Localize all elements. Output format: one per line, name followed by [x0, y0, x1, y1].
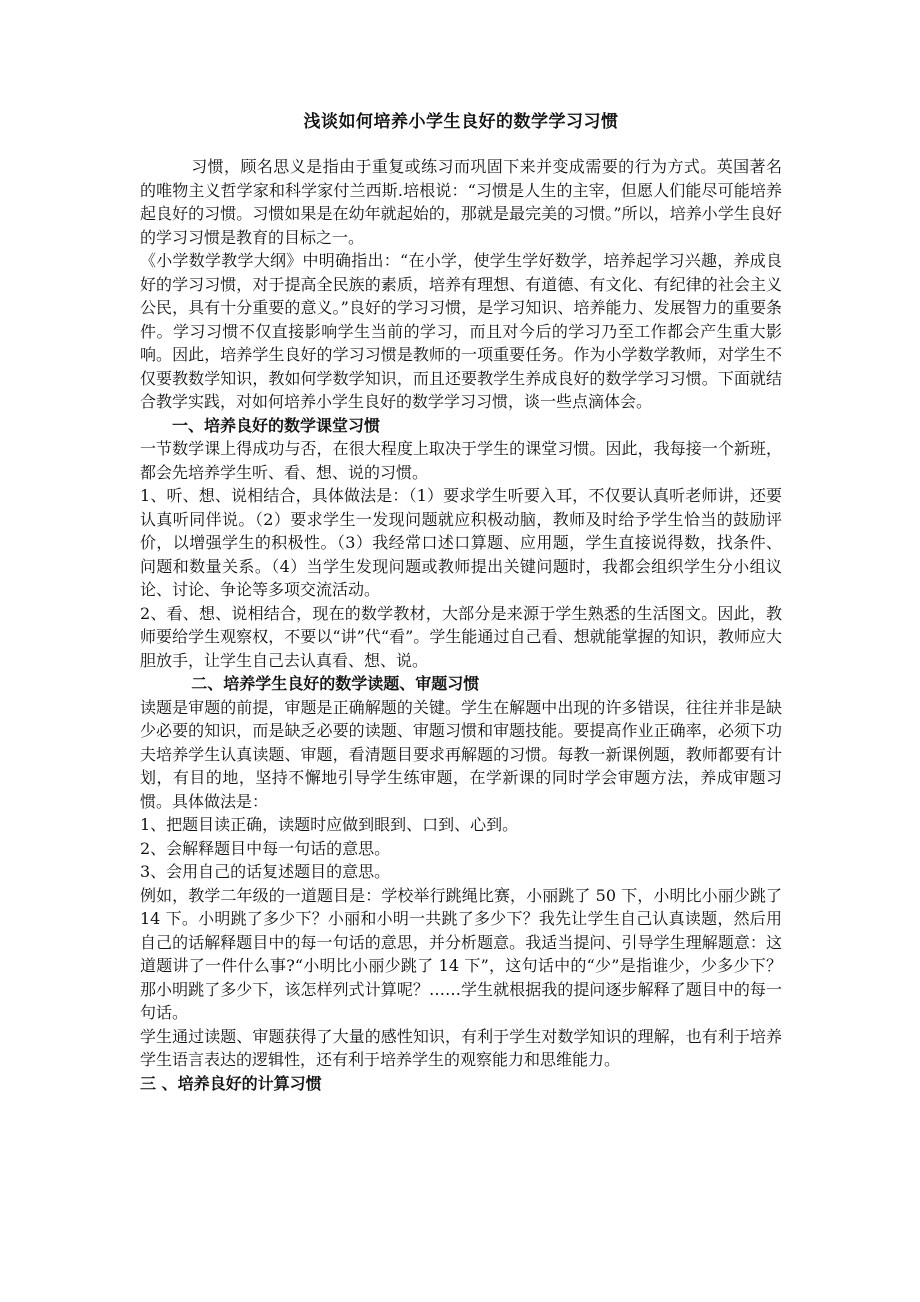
section-1-paragraph-2: 1、听、想、说相结合，具体做法是：（1）要求学生听要入耳，不仅要认真听老师讲，还要认真听同伴说。（2）要求学生一发现问题就应积极动脑，教师及时给予学生恰当的鼓励评价，以增强学生的积极性。（3）我经常口述口算题、应用题，学生直接说得数，找条件、问题和数量关系。（4）当学生发现问题或教师提出关键问题时，我都会组织学生分小组议论、讨论、争论等多项交流活动。	[140, 486, 782, 599]
section-1-paragraph-3: 2、看、想、说相结合，现在的数学教材，大部分是来源于学生熟悉的生活图文。因此，教师要给学生观察权，不要以“讲”代“看”。学生能通过自己看、想就能掌握的知识，教师应大胆放手，让学生自己去认真看、想、说。	[140, 603, 782, 670]
section-3-heading: 三 、培养良好的计算习惯	[140, 1073, 322, 1093]
section-1-heading: 一、培养良好的数学课堂习惯	[172, 415, 381, 435]
section-2-paragraph-1: 读题是审题的前提，审题是正确解题的关键。学生在解题中出现的许多错误，往往并非是缺少必要的知识，而是缺乏必要的读题、审题习惯和审题技能。要提高作业正确率，必须下功夫培养学生认真读题、审题，看清题目要求再解题的习惯。每教一新课例题，教师都要有计划，有目的地，坚持不懈地引导学生练审题，在学新课的同时学会审题方法，养成审题习惯。具体做法是：	[140, 697, 782, 811]
section-2-paragraph-3: 学生通过读题、审题获得了大量的感性知识，有利于学生对数学知识的理解，也有利于培养学生语言表达的逻辑性，还有利于培养学生的观察能力和思维能力。	[140, 1026, 782, 1069]
intro-paragraph-1: 习惯，顾名思义是指由于重复或练习而巩固下来并变成需要的行为方式。英国著名的唯物主义哲学家和科学家付兰西斯.培根说：“习惯是人生的主宰，但愿人们能尽可能培养起良好的习惯。习惯如果是在幼年就起始的，那就是最完美的习惯。”所以，培养小学生良好的学习习惯是教育的目标之一。	[140, 157, 782, 247]
document-title: 浅谈如何培养小学生良好的数学学习习惯	[303, 112, 619, 132]
section-2-list-item-2: 2、会解释题目中每一句话的意思。	[140, 838, 391, 858]
section-2-example-paragraph: 例如，教学二年级的一道题目是：学校举行跳绳比赛，小丽跳了 50 下，小明比小丽少跳了 14 下。小明跳了多少下？小丽和小明一共跳了多少下？我先让学生自己认真读题，然后用自己的话解释题目中的每一句话的意思，并分析题意。我适当提问、引导学生理解题意：这道题讲了一件什么事?“小明比小丽少跳了 14 下”，这句话中的“少”是指谁少，少多少下？那小明跳了多少下，该怎样列式计算呢？……学生就根据我的提问逐步解释了题目中的每一句话。	[140, 885, 782, 1022]
section-1-paragraph-1: 一节数学课上得成功与否，在很大程度上取决于学生的课堂习惯。因此，我每接一个新班，都会先培养学生听、看、想、说的习惯。	[140, 439, 782, 482]
section-2-list-item-3: 3、会用自己的话复述题目的意思。	[140, 862, 391, 881]
document-body	[140, 110, 782, 1095]
intro-paragraph-2: 《小学数学教学大纲》中明确指出：“在小学，使学生学好数学，培养起学习兴趣，养成良好的学习习惯，对于提高全民族的素质，培养有理想、有道德、有文化、有纪律的社会主义公民，具有十分重要的意义。”良好的学习习惯，是学习知识、培养能力、发展智力的重要条件。学习习惯不仅直接影响学生当前的学习，而且对今后的学习乃至工作都会产生重大影响。因此，培养学生良好的学习习惯是教师的一项重要任务。作为小学数学教师，对学生不仅要教数学知识，教如何学数学知识，而且还要教学生养成良好的数学学习习惯。下面就结合教学实践，对如何培养小学生良好的数学学习习惯，谈一些点滴体会。	[140, 251, 782, 411]
section-2-heading: 二、培养学生良好的数学读题、审题习惯	[191, 674, 480, 693]
section-2-list-item-1: 1、把题目读正确，读题时应做到眼到、口到、心到。	[140, 815, 519, 834]
